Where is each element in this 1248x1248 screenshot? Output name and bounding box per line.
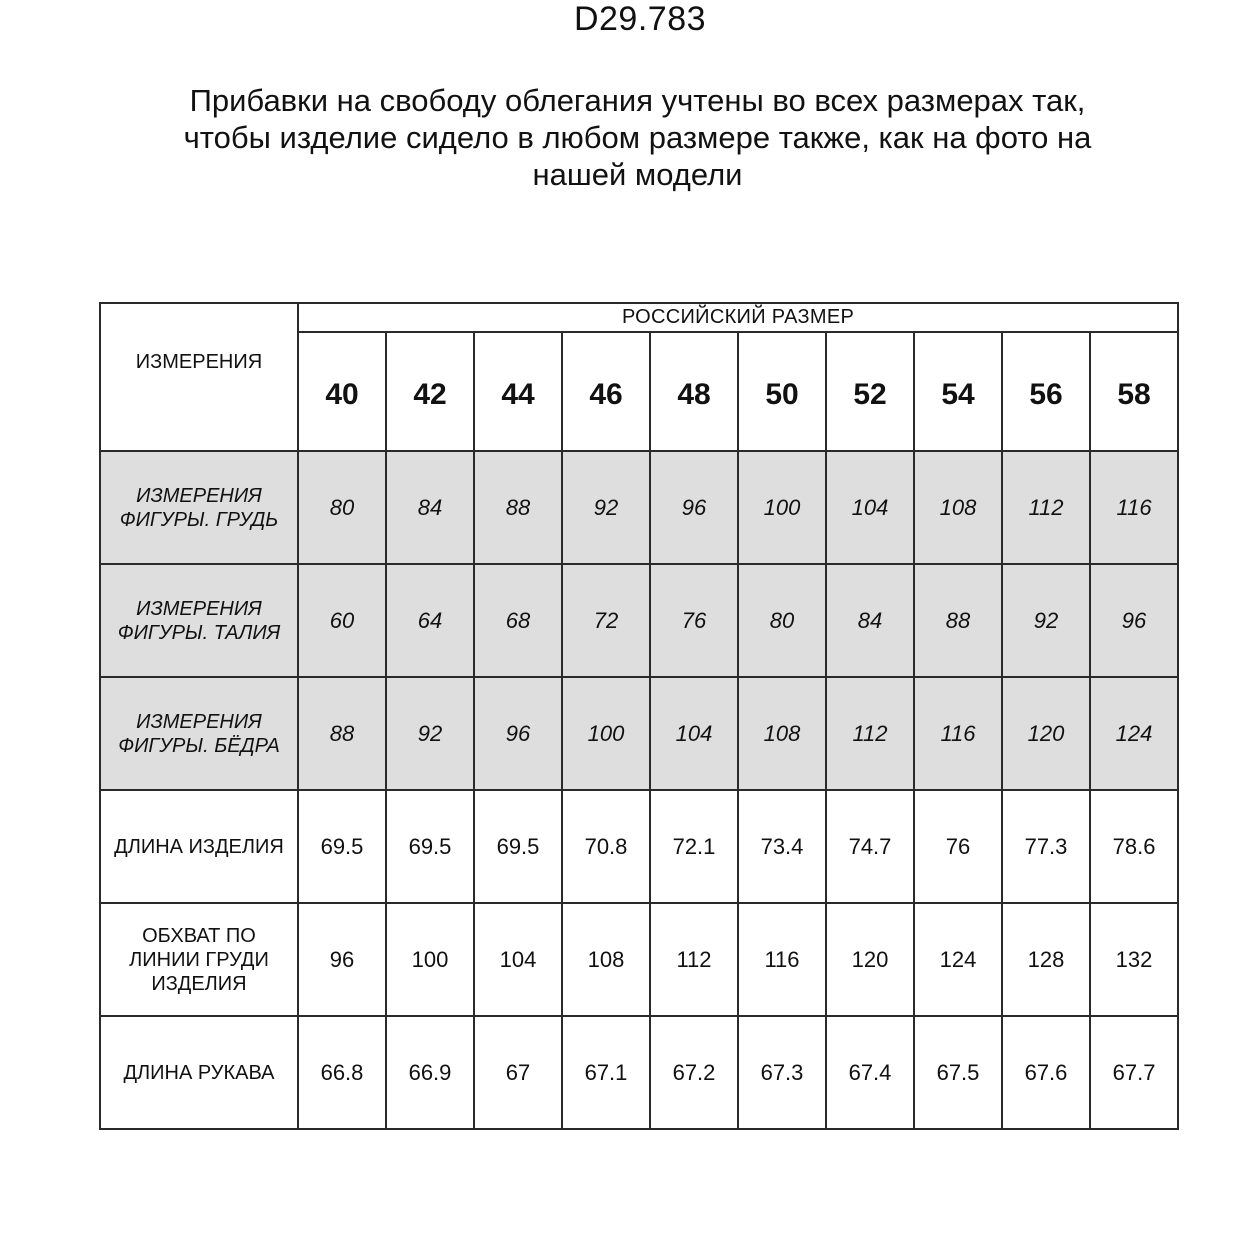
table-cell: 67.4 — [826, 1016, 914, 1129]
table-cell: 88 — [298, 677, 386, 790]
russian-size-header: РОССИЙСКИЙ РАЗМЕР — [298, 303, 1178, 332]
table-cell: 124 — [1090, 677, 1178, 790]
table-cell: 92 — [386, 677, 474, 790]
table-cell: 112 — [1002, 451, 1090, 564]
table-cell: 92 — [1002, 564, 1090, 677]
size-header-cell: 52 — [826, 332, 914, 451]
table-row — [100, 790, 1178, 903]
row-label — [100, 903, 298, 1016]
table-cell: 132 — [1090, 903, 1178, 1016]
size-table-body — [100, 451, 1178, 1129]
table-cell: 96 — [474, 677, 562, 790]
table-cell: 80 — [298, 451, 386, 564]
table-cell: 116 — [914, 677, 1002, 790]
table-cell: 124 — [914, 903, 1002, 1016]
table-cell: 76 — [914, 790, 1002, 903]
table-cell: 112 — [650, 903, 738, 1016]
size-header-cell: 58 — [1090, 332, 1178, 451]
row-label-line: ЛИНИИ ГРУДИ — [129, 948, 269, 971]
row-label-line: ИЗМЕРЕНИЯ — [136, 710, 262, 733]
row-label — [100, 790, 298, 903]
fit-allowance-note — [100, 82, 1175, 193]
table-cell: 68 — [474, 564, 562, 677]
table-cell: 96 — [1090, 564, 1178, 677]
table-cell: 116 — [1090, 451, 1178, 564]
table-cell: 64 — [386, 564, 474, 677]
table-cell: 67.1 — [562, 1016, 650, 1129]
table-cell: 116 — [738, 903, 826, 1016]
table-cell: 66.9 — [386, 1016, 474, 1129]
table-row — [100, 451, 1178, 564]
table-cell: 72.1 — [650, 790, 738, 903]
table-cell: 60 — [298, 564, 386, 677]
size-header-cell: 40 — [298, 332, 386, 451]
table-cell: 84 — [826, 564, 914, 677]
table-cell: 66.8 — [298, 1016, 386, 1129]
table-cell: 73.4 — [738, 790, 826, 903]
table-cell: 108 — [914, 451, 1002, 564]
article-code: D29.783 — [573, 0, 707, 38]
row-label — [100, 564, 298, 677]
table-cell: 100 — [738, 451, 826, 564]
size-header-cell: 44 — [474, 332, 562, 451]
table-row — [100, 677, 1178, 790]
row-label — [100, 451, 298, 564]
row-label-line: ДЛИНА РУКАВА — [123, 1061, 275, 1084]
table-cell: 67.7 — [1090, 1016, 1178, 1129]
table-cell: 72 — [562, 564, 650, 677]
size-header-cell: 56 — [1002, 332, 1090, 451]
table-cell: 80 — [738, 564, 826, 677]
table-cell: 69.5 — [298, 790, 386, 903]
table-cell: 92 — [562, 451, 650, 564]
size-header-cell: 54 — [914, 332, 1002, 451]
note-line: Прибавки на свободу облегания учтены во всех размерах так, — [189, 83, 1086, 118]
table-cell: 74.7 — [826, 790, 914, 903]
size-chart-table — [99, 302, 1179, 1130]
row-label-line: ИЗМЕРЕНИЯ — [136, 597, 262, 620]
table-cell: 100 — [562, 677, 650, 790]
size-header-cell: 42 — [386, 332, 474, 451]
row-label — [100, 1016, 298, 1129]
size-header-cell: 50 — [738, 332, 826, 451]
size-header-cell: 46 — [562, 332, 650, 451]
row-label-line: ФИГУРЫ. ГРУДЬ — [119, 508, 279, 531]
table-cell: 128 — [1002, 903, 1090, 1016]
table-cell: 69.5 — [386, 790, 474, 903]
size-header-cell: 48 — [650, 332, 738, 451]
table-cell: 96 — [650, 451, 738, 564]
table-cell: 120 — [1002, 677, 1090, 790]
table-row — [100, 564, 1178, 677]
table-cell: 67.3 — [738, 1016, 826, 1129]
row-label-line: ДЛИНА ИЗДЕЛИЯ — [114, 835, 284, 858]
table-cell: 104 — [650, 677, 738, 790]
row-label-line: ИЗДЕЛИЯ — [151, 972, 247, 995]
table-cell: 108 — [738, 677, 826, 790]
table-cell: 67 — [474, 1016, 562, 1129]
table-cell: 108 — [562, 903, 650, 1016]
row-label-line: ИЗМЕРЕНИЯ — [136, 484, 262, 507]
table-cell: 96 — [298, 903, 386, 1016]
table-cell: 67.2 — [650, 1016, 738, 1129]
row-label — [100, 677, 298, 790]
row-label-line: ОБХВАТ ПО — [142, 924, 256, 947]
measurements-header: ИЗМЕРЕНИЯ — [100, 303, 298, 451]
table-cell: 67.6 — [1002, 1016, 1090, 1129]
note-line: чтобы изделие сидело в любом размере также, как на фото на — [183, 120, 1092, 155]
table-cell: 88 — [474, 451, 562, 564]
table-cell: 104 — [474, 903, 562, 1016]
table-cell: 112 — [826, 677, 914, 790]
row-label-line: ФИГУРЫ. БЁДРА — [118, 734, 280, 757]
table-cell: 70.8 — [562, 790, 650, 903]
note-line: нашей модели — [532, 157, 743, 192]
table-cell: 100 — [386, 903, 474, 1016]
table-row — [100, 903, 1178, 1016]
table-cell: 84 — [386, 451, 474, 564]
table-cell: 69.5 — [474, 790, 562, 903]
row-label-line: ФИГУРЫ. ТАЛИЯ — [117, 621, 281, 644]
table-cell: 120 — [826, 903, 914, 1016]
table-cell: 67.5 — [914, 1016, 1002, 1129]
table-cell: 78.6 — [1090, 790, 1178, 903]
table-cell: 77.3 — [1002, 790, 1090, 903]
table-cell: 88 — [914, 564, 1002, 677]
table-row — [100, 1016, 1178, 1129]
table-cell: 76 — [650, 564, 738, 677]
table-cell: 104 — [826, 451, 914, 564]
